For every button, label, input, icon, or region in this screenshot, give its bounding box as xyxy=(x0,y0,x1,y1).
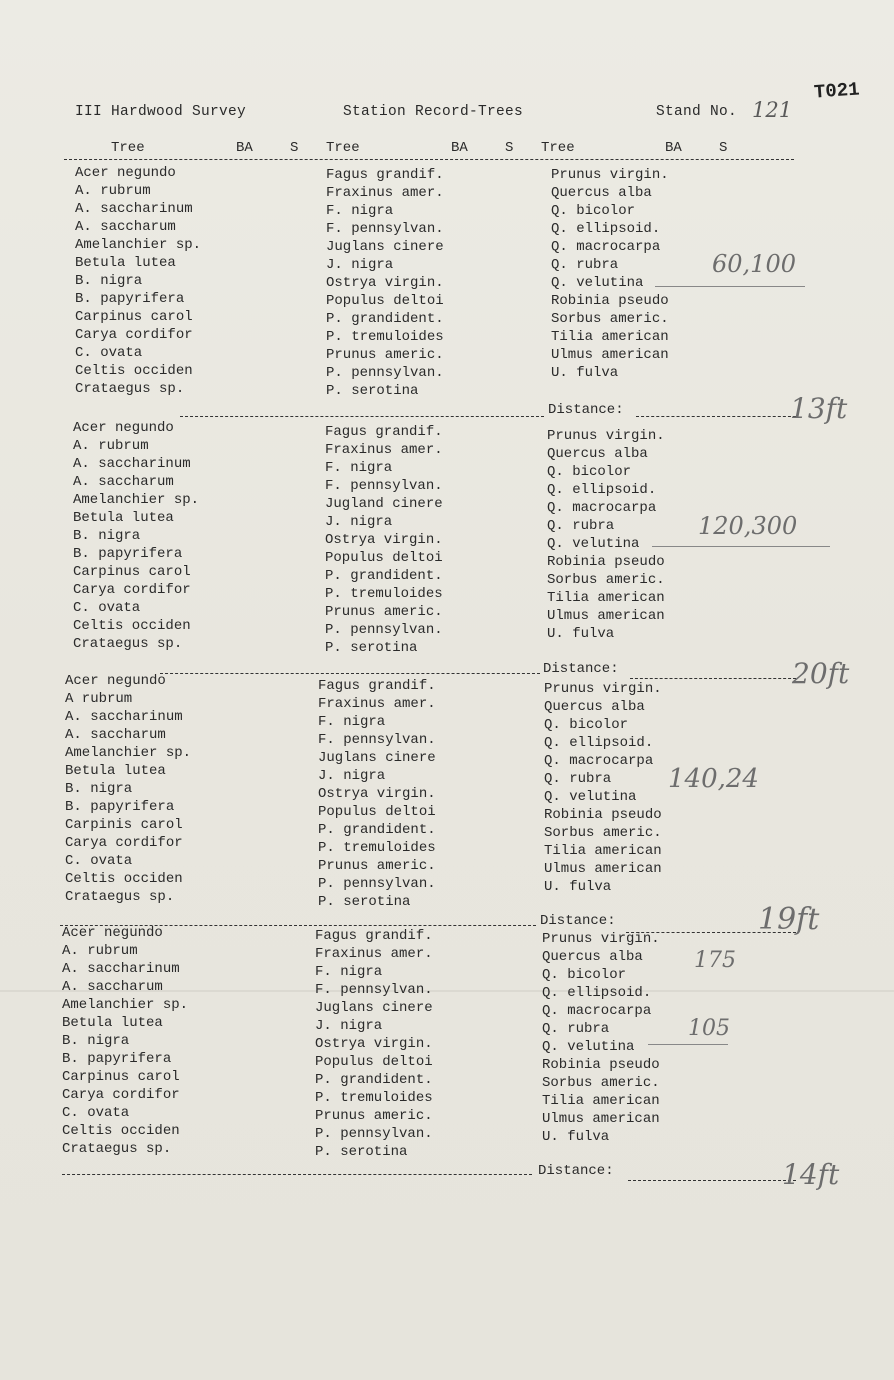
station-rule xyxy=(180,416,544,417)
tree-name: Q. macrocarpa xyxy=(547,500,657,516)
tree-name: A. saccharinum xyxy=(73,456,191,472)
tree-name: Sorbus americ. xyxy=(547,572,665,588)
tree-name: Ostrya virgin. xyxy=(326,275,444,291)
col-header-ba-2: BA xyxy=(451,140,468,156)
tree-name: Betula lutea xyxy=(73,510,174,526)
tree-name: P. tremuloides xyxy=(315,1090,433,1106)
tree-name: Betula lutea xyxy=(62,1015,163,1031)
tree-name: P. grandident. xyxy=(325,568,443,584)
tree-name: Betula lutea xyxy=(65,763,166,779)
station-3-col-3 xyxy=(544,680,662,896)
distance-label: Distance: xyxy=(540,913,616,929)
tree-name: Q. ellipsoid. xyxy=(551,221,661,237)
tree-name: Q. velutina xyxy=(551,275,644,291)
handwritten-underline xyxy=(652,546,830,547)
tree-name: P. tremuloides xyxy=(318,840,436,856)
stand-label: Stand No. xyxy=(656,104,738,120)
tree-name: Fraxinus amer. xyxy=(315,946,433,962)
tree-name: P. serotina xyxy=(326,383,419,399)
tree-name: Ulmus american xyxy=(544,861,662,877)
tree-name: Crataegus sp. xyxy=(75,381,185,397)
distance-value: 14ft xyxy=(782,1158,840,1191)
tree-name: Populus deltoi xyxy=(326,293,444,309)
station-1-col-3 xyxy=(551,166,669,382)
tree-name: P. pennsylvan. xyxy=(318,876,436,892)
tree-name: Juglans cinere xyxy=(326,239,444,255)
tree-name: Sorbus americ. xyxy=(551,311,669,327)
header-rule xyxy=(64,159,794,160)
handwritten-note: 105 xyxy=(688,1016,730,1041)
tree-name: Celtis occiden xyxy=(75,363,193,379)
tree-name: Amelanchier sp. xyxy=(62,997,189,1013)
tree-name: Amelanchier sp. xyxy=(73,492,200,508)
tree-name: P. tremuloides xyxy=(326,329,444,345)
tree-name: Carpinis carol xyxy=(65,817,183,833)
station-rule xyxy=(628,1180,796,1181)
tree-name: Crataegus sp. xyxy=(73,636,183,652)
tree-name: A. rubrum xyxy=(62,943,138,959)
tree-name: Q. bicolor xyxy=(544,717,629,733)
record-title: Station Record-Trees xyxy=(343,104,524,120)
stamp-code: T021 xyxy=(813,78,861,104)
tree-name: F. pennsylvan. xyxy=(315,982,433,998)
distance-value: 20ft xyxy=(792,657,850,690)
col-header-ba-1: BA xyxy=(236,140,253,156)
tree-name: Amelanchier sp. xyxy=(75,237,202,253)
handwritten-note: 120,300 xyxy=(698,512,798,540)
col-header-tree-2: Tree xyxy=(326,140,360,156)
station-rule xyxy=(636,416,796,417)
station-4-col-3 xyxy=(542,930,660,1146)
tree-name: Carya cordifor xyxy=(75,327,193,343)
tree-name: Juglans cinere xyxy=(318,750,436,766)
distance-label: Distance: xyxy=(543,661,619,677)
tree-name: Carpinus carol xyxy=(75,309,193,325)
tree-name: Tilia american xyxy=(551,329,669,345)
tree-name: Fraxinus amer. xyxy=(326,185,444,201)
tree-name: Fraxinus amer. xyxy=(325,442,443,458)
tree-name: Acer negundo xyxy=(65,673,166,689)
tree-name: P. grandident. xyxy=(326,311,444,327)
tree-name: Populus deltoi xyxy=(315,1054,433,1070)
tree-name: Populus deltoi xyxy=(318,804,436,820)
tree-name: P. serotina xyxy=(318,894,411,910)
tree-name: Ulmus american xyxy=(542,1111,660,1127)
col-header-tree-1: Tree xyxy=(111,140,145,156)
col-header-s-2: S xyxy=(505,140,514,156)
tree-name: P. grandident. xyxy=(315,1072,433,1088)
tree-name: B. nigra xyxy=(65,781,133,797)
tree-name: Quercus alba xyxy=(551,185,652,201)
tree-name: A. saccharinum xyxy=(75,201,193,217)
handwritten-note: 140,24 xyxy=(668,764,759,794)
tree-name: Robinia pseudo xyxy=(542,1057,660,1073)
tree-name: Prunus americ. xyxy=(318,858,436,874)
tree-name: Ostrya virgin. xyxy=(318,786,436,802)
tree-name: U. fulva xyxy=(547,626,615,642)
tree-name: A rubrum xyxy=(65,691,133,707)
tree-name: Ostrya virgin. xyxy=(325,532,443,548)
tree-name: Fagus grandif. xyxy=(325,424,443,440)
tree-name: F. pennsylvan. xyxy=(326,221,444,237)
tree-name: Prunus virgin. xyxy=(544,681,662,697)
survey-title: III Hardwood Survey xyxy=(75,104,247,120)
tree-name: Carpinus carol xyxy=(62,1069,180,1085)
tree-name: Q. ellipsoid. xyxy=(542,985,652,1001)
tree-name: C. ovata xyxy=(62,1105,130,1121)
tree-name: Juglans cinere xyxy=(315,1000,433,1016)
tree-name: Carya cordifor xyxy=(73,582,191,598)
tree-name: B. papyrifera xyxy=(75,291,185,307)
tree-name: B. papyrifera xyxy=(62,1051,172,1067)
tree-name: F. nigra xyxy=(315,964,383,980)
col-header-tree-3: Tree xyxy=(541,140,575,156)
tree-name: F. nigra xyxy=(326,203,394,219)
station-rule xyxy=(630,678,796,679)
tree-name: A. saccharinum xyxy=(62,961,180,977)
tree-name: Sorbus americ. xyxy=(544,825,662,841)
tree-name: J. nigra xyxy=(326,257,394,273)
tree-name: C. ovata xyxy=(65,853,133,869)
station-rule xyxy=(62,1174,532,1175)
tree-name: U. fulva xyxy=(542,1129,610,1145)
tree-name: Ulmus american xyxy=(547,608,665,624)
tree-name: Prunus virgin. xyxy=(551,167,669,183)
distance-value: 13ft xyxy=(790,392,848,425)
col-header-s-3: S xyxy=(719,140,728,156)
tree-name: Celtis occiden xyxy=(65,871,183,887)
tree-name: Jugland cinere xyxy=(325,496,443,512)
distance-label: Distance: xyxy=(538,1163,614,1179)
tree-name: U. fulva xyxy=(544,879,612,895)
tree-name: P. serotina xyxy=(325,640,418,656)
tree-name: B. nigra xyxy=(73,528,141,544)
tree-name: Q. rubra xyxy=(547,518,615,534)
station-4-col-2 xyxy=(315,927,433,1161)
tree-name: Robinia pseudo xyxy=(547,554,665,570)
tree-name: Quercus alba xyxy=(544,699,645,715)
tree-name: Carpinus carol xyxy=(73,564,191,580)
tree-name: Q. macrocarpa xyxy=(551,239,661,255)
tree-name: B. nigra xyxy=(62,1033,130,1049)
tree-name: C. ovata xyxy=(75,345,143,361)
tree-name: Q. bicolor xyxy=(551,203,636,219)
tree-name: Prunus virgin. xyxy=(542,931,660,947)
col-header-ba-3: BA xyxy=(665,140,682,156)
tree-name: Carya cordifor xyxy=(65,835,183,851)
station-3-col-2 xyxy=(318,677,436,911)
tree-name: Prunus americ. xyxy=(326,347,444,363)
tree-name: Carya cordifor xyxy=(62,1087,180,1103)
tree-name: Acer negundo xyxy=(62,925,163,941)
handwritten-note: 175 xyxy=(694,948,736,973)
station-2-col-2 xyxy=(325,423,443,657)
tree-name: Tilia american xyxy=(544,843,662,859)
tree-name: Populus deltoi xyxy=(325,550,443,566)
stand-number: 121 xyxy=(752,98,793,122)
tree-name: P. pennsylvan. xyxy=(326,365,444,381)
station-2-col-1 xyxy=(73,419,199,653)
tree-name: Q. ellipsoid. xyxy=(544,735,654,751)
tree-name: U. fulva xyxy=(551,365,619,381)
tree-name: A. saccharum xyxy=(73,474,174,490)
tree-name: J. nigra xyxy=(315,1018,383,1034)
handwritten-underline xyxy=(648,1044,728,1045)
tree-name: Robinia pseudo xyxy=(551,293,669,309)
tree-name: B. papyrifera xyxy=(65,799,175,815)
tree-name: Prunus americ. xyxy=(315,1108,433,1124)
tree-name: Q. rubra xyxy=(544,771,612,787)
tree-name: Tilia american xyxy=(542,1093,660,1109)
tree-name: Q. velutina xyxy=(547,536,640,552)
station-1-col-2 xyxy=(326,166,444,400)
tree-name: A. saccharum xyxy=(75,219,176,235)
station-2-col-3 xyxy=(547,427,665,643)
tree-name: P. grandident. xyxy=(318,822,436,838)
tree-name: A. saccharinum xyxy=(65,709,183,725)
tree-name: F. nigra xyxy=(325,460,393,476)
tree-name: Q. velutina xyxy=(544,789,637,805)
tree-name: J. nigra xyxy=(325,514,393,530)
tree-name: Q. bicolor xyxy=(542,967,627,983)
tree-name: C. ovata xyxy=(73,600,141,616)
tree-name: Q. bicolor xyxy=(547,464,632,480)
handwritten-note: 60,100 xyxy=(712,250,796,278)
station-1-col-1 xyxy=(75,164,201,398)
tree-name: Prunus virgin. xyxy=(547,428,665,444)
tree-name: A. saccharum xyxy=(62,979,163,995)
station-4-col-1 xyxy=(62,924,188,1158)
tree-name: Q. rubra xyxy=(551,257,619,273)
tree-name: A. saccharum xyxy=(65,727,166,743)
tree-name: F. pennsylvan. xyxy=(325,478,443,494)
tree-name: Q. velutina xyxy=(542,1039,635,1055)
tree-name: F. nigra xyxy=(318,714,386,730)
tree-name: Quercus alba xyxy=(542,949,643,965)
tree-name: A. rubrum xyxy=(73,438,149,454)
tree-name: Acer negundo xyxy=(73,420,174,436)
tree-name: Celtis occiden xyxy=(62,1123,180,1139)
tree-name: Q. macrocarpa xyxy=(542,1003,652,1019)
tree-name: P. pennsylvan. xyxy=(315,1126,433,1142)
tree-name: Fagus grandif. xyxy=(315,928,433,944)
tree-name: Q. macrocarpa xyxy=(544,753,654,769)
tree-name: Tilia american xyxy=(547,590,665,606)
tree-name: F. pennsylvan. xyxy=(318,732,436,748)
col-header-s-1: S xyxy=(290,140,299,156)
tree-name: J. nigra xyxy=(318,768,386,784)
tree-name: Quercus alba xyxy=(547,446,648,462)
tree-name: P. serotina xyxy=(315,1144,408,1160)
tree-name: Sorbus americ. xyxy=(542,1075,660,1091)
tree-name: P. pennsylvan. xyxy=(325,622,443,638)
tree-name: Prunus americ. xyxy=(325,604,443,620)
tree-name: B. nigra xyxy=(75,273,143,289)
tree-name: Fraxinus amer. xyxy=(318,696,436,712)
tree-name: Betula lutea xyxy=(75,255,176,271)
tree-name: Fagus grandif. xyxy=(318,678,436,694)
tree-name: A. rubrum xyxy=(75,183,151,199)
distance-value: 19ft xyxy=(758,902,820,937)
distance-label: Distance: xyxy=(548,402,624,418)
tree-name: Q. ellipsoid. xyxy=(547,482,657,498)
tree-name: P. tremuloides xyxy=(325,586,443,602)
station-3-col-1 xyxy=(65,672,191,906)
tree-name: Robinia pseudo xyxy=(544,807,662,823)
handwritten-underline xyxy=(655,286,805,287)
tree-name: Ulmus american xyxy=(551,347,669,363)
tree-name: Crataegus sp. xyxy=(65,889,175,905)
tree-name: Crataegus sp. xyxy=(62,1141,172,1157)
station-rule xyxy=(160,673,540,674)
tree-name: Ostrya virgin. xyxy=(315,1036,433,1052)
tree-name: Celtis occiden xyxy=(73,618,191,634)
tree-name: Fagus grandif. xyxy=(326,167,444,183)
tree-name: B. papyrifera xyxy=(73,546,183,562)
tree-name: Amelanchier sp. xyxy=(65,745,192,761)
tree-name: Q. rubra xyxy=(542,1021,610,1037)
tree-name: Acer negundo xyxy=(75,165,176,181)
